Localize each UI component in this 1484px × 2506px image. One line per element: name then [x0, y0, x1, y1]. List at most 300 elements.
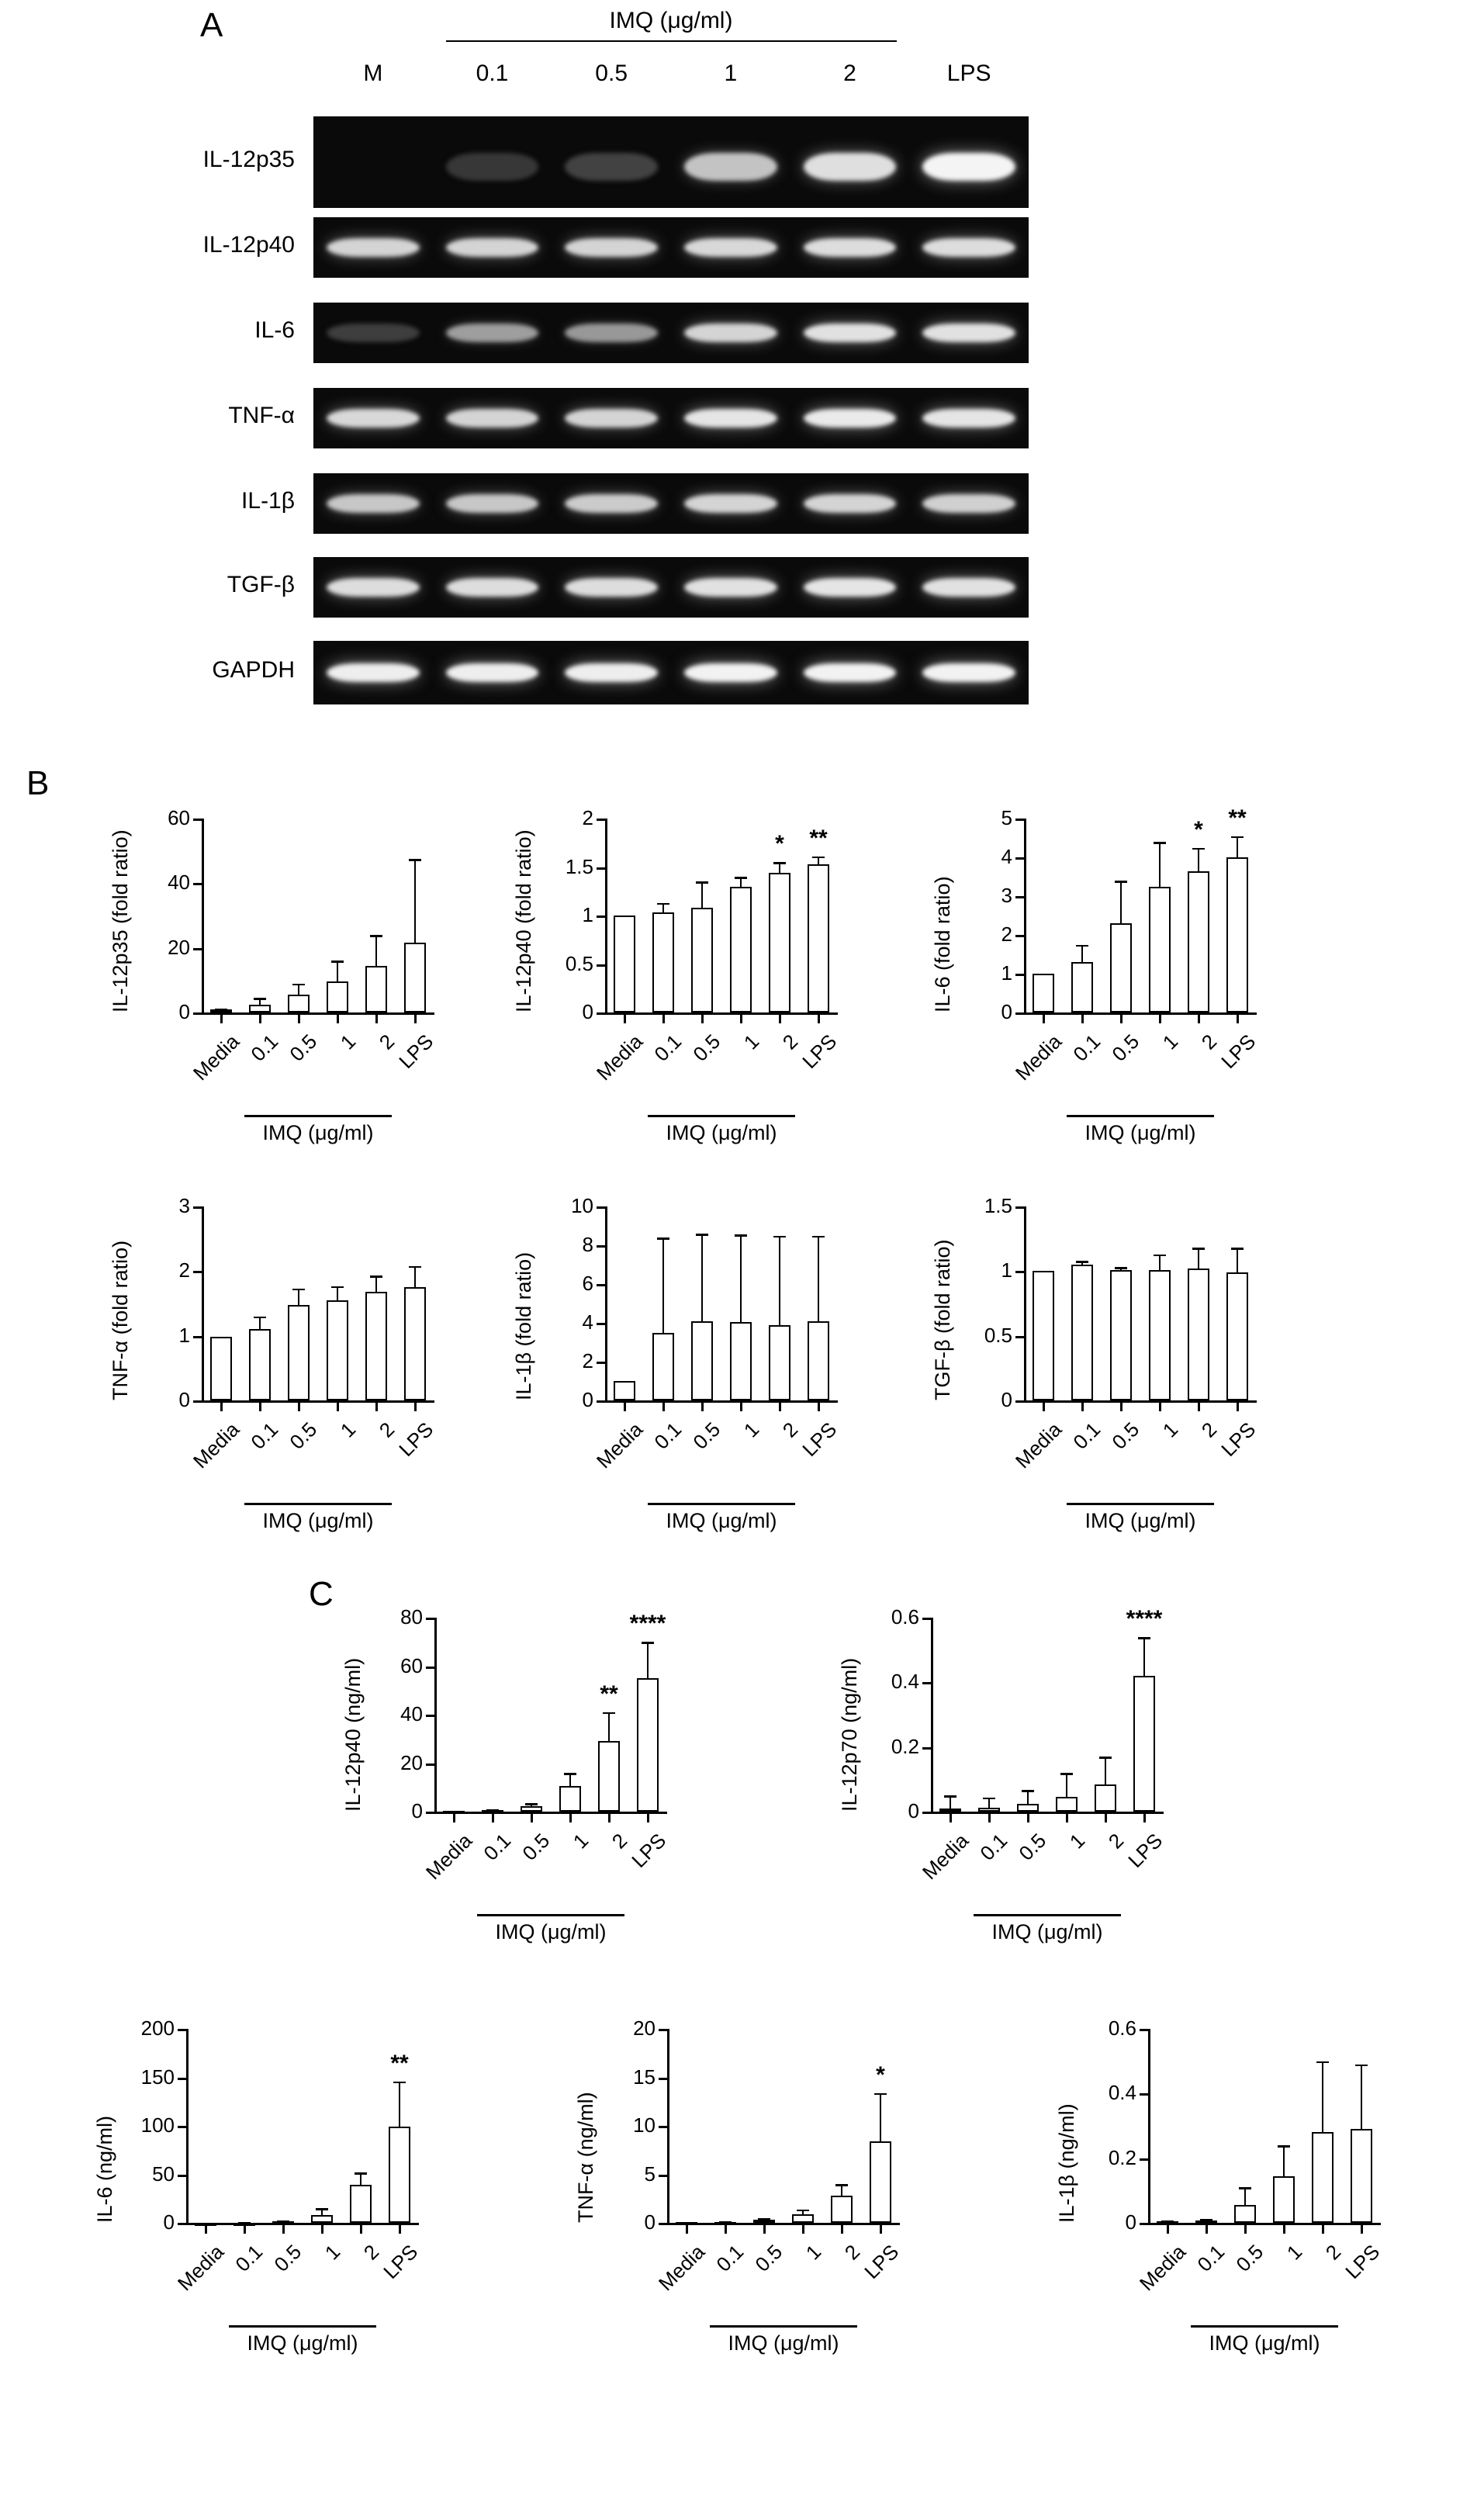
y-tick-label: 20 — [633, 2016, 656, 2040]
y-tick — [178, 2126, 186, 2128]
bar — [249, 1005, 271, 1012]
gel-strip-5 — [313, 557, 1029, 618]
x-axis — [434, 1812, 667, 1814]
imq-bracket-line — [446, 40, 897, 42]
imq-group-bracket — [229, 2325, 376, 2328]
x-tick-label-0_5: 0.5 — [1231, 2240, 1268, 2276]
y-tick-label: 3 — [1001, 884, 1012, 907]
x-tick-label-LPS: LPS — [1340, 2240, 1385, 2283]
x-tick — [1120, 1403, 1123, 1411]
y-tick-label: 5 — [644, 2162, 656, 2186]
bar — [831, 2196, 853, 2223]
y-tick — [1015, 857, 1024, 860]
gel-lane-label-LPS: LPS — [946, 61, 991, 86]
x-tick — [841, 2225, 843, 2234]
bar — [350, 2185, 372, 2223]
x-tick-label-2: 2 — [777, 1417, 803, 1442]
y-tick — [597, 1400, 605, 1403]
x-tick-label-LPS: LPS — [860, 2240, 904, 2283]
x-tick-label-2: 2 — [1196, 1030, 1222, 1054]
error-bar-cap — [1076, 1261, 1089, 1263]
gel-band — [565, 409, 658, 427]
error-bar — [608, 1712, 611, 1742]
y-tick — [659, 2126, 667, 2128]
error-bar-cap — [1316, 2061, 1330, 2064]
x-tick — [569, 1814, 572, 1822]
bar — [210, 1337, 232, 1400]
error-bar — [1198, 848, 1200, 871]
x-tick-label-Media: Media — [188, 1417, 244, 1473]
imq-group-label: IMQ (μg/ml) — [262, 1509, 374, 1532]
y-axis-label: IL-1β (fold ratio) — [512, 1251, 535, 1400]
x-tick-label-2: 2 — [777, 1030, 803, 1054]
x-tick-label-0_1: 0.1 — [649, 1417, 687, 1454]
imq-group-label: IMQ (μg/ml) — [1209, 2331, 1320, 2355]
chart-b2 — [512, 807, 877, 1172]
y-tick — [193, 819, 202, 821]
error-bar-cap — [657, 1237, 670, 1240]
x-tick-label-0_1: 0.1 — [1068, 1030, 1105, 1066]
x-tick — [1283, 2225, 1285, 2234]
imq-header-label: IMQ (μg/ml) — [609, 8, 733, 33]
x-tick-label-2: 2 — [358, 2240, 384, 2265]
y-axis — [605, 1206, 607, 1402]
error-bar-cap — [238, 2222, 251, 2224]
bar — [1033, 974, 1054, 1012]
gel-band — [327, 324, 420, 341]
error-bar-cap — [1192, 848, 1206, 850]
bar — [1226, 857, 1248, 1012]
x-tick — [725, 2225, 727, 2234]
gel-strip-1 — [313, 217, 1029, 278]
gel-band — [804, 324, 897, 341]
chart-b3 — [931, 807, 1295, 1172]
error-bar-cap — [254, 1317, 267, 1319]
x-tick — [259, 1015, 261, 1023]
error-bar-cap — [409, 859, 422, 861]
significance-marker: * — [876, 2061, 885, 2088]
chart-c4 — [574, 2017, 939, 2382]
significance-marker: ** — [1228, 805, 1247, 831]
error-bar-cap — [1231, 836, 1244, 839]
error-bar-cap — [1115, 881, 1128, 883]
bar — [939, 1809, 961, 1812]
x-tick — [220, 1403, 223, 1411]
error-bar — [1159, 1255, 1161, 1270]
y-axis-label: TNF-α (ng/ml) — [574, 2092, 597, 2223]
gel-band — [565, 238, 658, 256]
x-tick — [1081, 1015, 1084, 1023]
x-tick — [337, 1403, 339, 1411]
y-tick-label: 0 — [1001, 1388, 1012, 1411]
y-tick-label: 60 — [168, 806, 190, 829]
y-axis-label: IL-1β (ng/ml) — [1055, 2103, 1078, 2223]
x-axis — [931, 1812, 1164, 1814]
x-tick — [1167, 2225, 1169, 2234]
error-bar-cap — [696, 881, 709, 884]
x-tick — [205, 2225, 207, 2234]
y-tick — [1015, 1012, 1024, 1015]
bar — [691, 1321, 713, 1401]
y-axis-label: IL-12p40 (ng/ml) — [341, 1657, 365, 1812]
bar — [1234, 2205, 1256, 2223]
error-bar-cap — [331, 961, 344, 963]
bar — [614, 916, 635, 1012]
y-tick — [193, 1206, 202, 1209]
y-tick-label: 0 — [582, 1388, 593, 1411]
y-tick — [193, 948, 202, 950]
y-tick — [597, 916, 605, 918]
x-tick — [950, 1814, 952, 1822]
error-bar-cap — [1161, 2220, 1174, 2223]
gel-band — [446, 238, 539, 256]
error-bar-cap — [1278, 2145, 1291, 2148]
error-bar-cap — [603, 1712, 616, 1715]
y-tick-label: 20 — [400, 1750, 423, 1774]
x-tick — [1043, 1015, 1045, 1023]
imq-group-label: IMQ (μg/ml) — [1084, 1121, 1196, 1144]
bar — [389, 2127, 410, 2223]
x-tick — [220, 1015, 223, 1023]
imq-group-label: IMQ (μg/ml) — [991, 1920, 1103, 1944]
bar — [1149, 887, 1171, 1013]
y-tick-label: 0.4 — [1108, 2081, 1136, 2105]
y-tick-label: 50 — [152, 2162, 175, 2186]
x-tick — [399, 2225, 401, 2234]
error-bar — [1237, 1248, 1239, 1272]
error-bar — [701, 1234, 704, 1321]
x-tick — [1198, 1015, 1200, 1023]
bar — [730, 887, 752, 1013]
y-tick — [1015, 1400, 1024, 1403]
significance-marker: * — [1194, 816, 1203, 843]
x-tick-label-0_1: 0.1 — [479, 1829, 516, 1865]
imq-group-bracket — [1191, 2325, 1338, 2328]
gel-band — [922, 663, 1015, 683]
x-tick-label-0_5: 0.5 — [1107, 1030, 1144, 1066]
y-tick — [1015, 1271, 1024, 1273]
bar — [1033, 1271, 1054, 1400]
panel-b-letter: B — [26, 764, 50, 802]
x-tick — [624, 1015, 626, 1023]
y-tick — [597, 867, 605, 870]
error-bar-cap — [331, 1286, 344, 1289]
y-tick — [426, 1667, 434, 1669]
x-tick — [453, 1814, 455, 1822]
x-tick-label-2: 2 — [607, 1829, 632, 1854]
y-axis — [202, 819, 204, 1014]
x-axis — [605, 1012, 838, 1015]
x-tick — [337, 1015, 339, 1023]
x-tick-label-0_5: 0.5 — [750, 2240, 787, 2276]
bar — [1017, 1804, 1039, 1812]
gel-band — [922, 409, 1015, 427]
gel-band — [446, 153, 539, 180]
y-tick-label: 0.2 — [1108, 2145, 1136, 2169]
y-tick — [597, 1245, 605, 1248]
imq-group-bracket — [648, 1115, 795, 1117]
y-tick — [193, 883, 202, 885]
error-bar-cap — [719, 2221, 732, 2224]
error-bar-cap — [1200, 2219, 1213, 2221]
chart-c2 — [838, 1606, 1202, 1971]
gel-band — [327, 409, 420, 427]
bar — [1188, 871, 1209, 1013]
imq-group-label: IMQ (μg/ml) — [666, 1509, 777, 1532]
x-tick-label-1: 1 — [335, 1417, 361, 1442]
gel-band — [684, 494, 777, 512]
bar — [1095, 1784, 1116, 1812]
error-bar — [1237, 836, 1239, 858]
y-tick-label: 20 — [168, 935, 190, 959]
x-tick-label-0_1: 0.1 — [975, 1829, 1012, 1865]
y-tick-label: 0 — [163, 2210, 175, 2234]
error-bar-cap — [1192, 1248, 1206, 1250]
x-tick — [763, 2225, 766, 2234]
significance-marker: **** — [1126, 1606, 1163, 1632]
error-bar — [337, 961, 339, 981]
bar — [327, 981, 348, 1012]
gel-band — [922, 153, 1015, 180]
x-tick-label-0_5: 0.5 — [269, 2240, 306, 2276]
bar — [311, 2215, 333, 2223]
chart-b4 — [109, 1195, 473, 1559]
gel-band — [327, 238, 420, 256]
y-tick-label: 2 — [1001, 922, 1012, 946]
error-bar — [337, 1286, 339, 1300]
y-tick — [1140, 2093, 1148, 2096]
gel-strip-3 — [313, 388, 1029, 448]
gel-band — [565, 578, 658, 596]
gel-band — [565, 324, 658, 341]
gel-band — [327, 578, 420, 596]
y-tick-label: 1 — [582, 903, 593, 926]
x-tick — [880, 2225, 882, 2234]
x-tick — [298, 1015, 300, 1023]
gel-strip-4 — [313, 473, 1029, 534]
gel-lane-label-0_5: 0.5 — [595, 61, 628, 86]
x-tick-label-1: 1 — [320, 2240, 345, 2265]
y-tick-label: 2 — [582, 1349, 593, 1372]
error-bar-cap — [292, 984, 306, 986]
x-tick-label-LPS: LPS — [1123, 1829, 1167, 1872]
y-tick — [426, 1715, 434, 1717]
y-tick-label: 0.5 — [565, 951, 593, 975]
error-bar-cap — [1138, 1637, 1151, 1639]
x-tick — [1206, 2225, 1208, 2234]
y-tick — [1015, 896, 1024, 898]
y-axis — [202, 1206, 204, 1402]
x-tick — [1237, 1015, 1239, 1023]
y-tick-label: 60 — [400, 1653, 423, 1677]
gel-band — [804, 238, 897, 256]
x-tick — [375, 1403, 378, 1411]
y-tick-label: 200 — [140, 2016, 175, 2040]
x-tick-label-2: 2 — [1196, 1417, 1222, 1442]
x-tick — [818, 1015, 820, 1023]
x-tick — [624, 1403, 626, 1411]
x-tick-label-2: 2 — [374, 1030, 400, 1054]
y-tick-label: 4 — [582, 1310, 593, 1334]
x-tick — [1120, 1015, 1123, 1023]
bar — [598, 1741, 620, 1812]
x-axis — [202, 1012, 434, 1015]
x-tick-label-0_1: 0.1 — [230, 2240, 268, 2276]
gel-lane-label-1: 1 — [724, 61, 738, 86]
bar — [365, 1292, 387, 1400]
x-tick-label-1: 1 — [568, 1829, 593, 1854]
y-tick-label: 4 — [1001, 845, 1012, 868]
error-bar-cap — [486, 1809, 500, 1812]
y-tick — [597, 819, 605, 821]
x-tick — [662, 1015, 665, 1023]
x-tick — [321, 2225, 323, 2234]
error-bar — [1066, 1773, 1068, 1797]
error-bar-cap — [735, 1234, 748, 1237]
x-tick-label-LPS: LPS — [394, 1030, 438, 1073]
gel-band — [684, 324, 777, 341]
x-tick-label-LPS: LPS — [1216, 1030, 1261, 1073]
x-tick — [1043, 1403, 1045, 1411]
x-tick — [1066, 1814, 1068, 1822]
chart-b6 — [931, 1195, 1295, 1559]
gel-band — [565, 663, 658, 683]
imq-group-bracket — [244, 1115, 392, 1117]
error-bar-cap — [797, 2210, 810, 2212]
y-tick — [178, 2223, 186, 2225]
error-bar — [701, 881, 704, 908]
x-tick-label-Media: Media — [591, 1030, 648, 1085]
gel-band — [684, 663, 777, 683]
gel-strip-2 — [313, 303, 1029, 363]
y-tick — [426, 1812, 434, 1814]
y-axis — [605, 819, 607, 1014]
error-bar-cap — [944, 1795, 957, 1798]
error-bar-cap — [1115, 1267, 1128, 1269]
imq-group-bracket — [974, 1914, 1121, 1916]
error-bar-cap — [292, 1289, 306, 1291]
error-bar-cap — [525, 1803, 538, 1805]
error-bar-cap — [277, 2220, 290, 2223]
bar — [614, 1381, 635, 1400]
error-bar — [1143, 1637, 1146, 1676]
error-bar-cap — [1239, 2187, 1252, 2189]
x-tick-label-Media: Media — [591, 1417, 648, 1473]
chart-c1 — [341, 1606, 706, 1971]
gel-band — [327, 494, 420, 512]
x-tick-label-0_5: 0.5 — [285, 1417, 322, 1454]
y-tick-label: 6 — [582, 1272, 593, 1295]
y-tick — [1015, 1336, 1024, 1338]
y-tick — [597, 964, 605, 967]
error-bar-cap — [642, 1642, 655, 1644]
gel-row-label-4: IL-1β — [241, 488, 295, 514]
x-tick — [779, 1403, 781, 1411]
x-tick-label-Media: Media — [917, 1829, 974, 1885]
error-bar — [1105, 1757, 1107, 1784]
x-tick-label-0_1: 0.1 — [711, 2240, 749, 2276]
x-tick — [414, 1403, 417, 1411]
x-tick-label-1: 1 — [739, 1417, 764, 1442]
x-tick-label-LPS: LPS — [379, 2240, 423, 2283]
x-tick — [988, 1814, 991, 1822]
x-tick-label-1: 1 — [1064, 1829, 1090, 1854]
bar — [691, 908, 713, 1012]
gel-band — [804, 409, 897, 427]
gel-lane-label-M: M — [363, 61, 383, 86]
x-tick — [414, 1015, 417, 1023]
x-tick — [1027, 1814, 1029, 1822]
y-axis — [434, 1618, 437, 1813]
error-bar-cap — [657, 903, 670, 905]
x-tick — [818, 1403, 820, 1411]
y-tick-label: 2 — [178, 1258, 190, 1282]
y-tick-label: 40 — [168, 871, 190, 895]
x-tick-label-LPS: LPS — [797, 1030, 842, 1073]
error-bar-cap — [1022, 1790, 1035, 1792]
gel-band — [804, 494, 897, 512]
bar — [1133, 1676, 1155, 1812]
x-tick-label-0_5: 0.5 — [517, 1829, 555, 1865]
chart-c5 — [1055, 2017, 1420, 2382]
x-tick — [686, 2225, 688, 2234]
x-tick-label-Media: Media — [1010, 1030, 1067, 1085]
x-tick-label-Media: Media — [172, 2240, 229, 2296]
bar — [730, 1322, 752, 1400]
y-tick — [597, 1012, 605, 1015]
x-tick-label-2: 2 — [839, 2240, 865, 2265]
imq-group-bracket — [477, 1914, 624, 1916]
x-axis — [1024, 1400, 1257, 1403]
bar — [978, 1808, 1000, 1812]
error-bar — [1198, 1248, 1200, 1269]
x-tick — [375, 1015, 378, 1023]
imq-group-bracket — [710, 2325, 857, 2328]
gel-band — [804, 663, 897, 683]
error-bar — [1244, 2187, 1247, 2205]
error-bar-cap — [448, 1811, 461, 1813]
error-bar — [1081, 945, 1084, 963]
significance-marker: **** — [629, 1611, 666, 1637]
imq-group-bracket — [244, 1503, 392, 1505]
x-tick-label-Media: Media — [420, 1829, 477, 1885]
error-bar-cap — [1060, 1773, 1074, 1775]
error-bar — [1361, 2065, 1363, 2129]
x-tick-label-0_1: 0.1 — [246, 1417, 283, 1454]
y-tick — [597, 1362, 605, 1364]
imq-group-bracket — [648, 1503, 795, 1505]
error-bar — [647, 1642, 649, 1678]
x-tick-label-Media: Media — [1134, 2240, 1191, 2296]
y-tick-label: 1 — [1001, 961, 1012, 985]
gel-band — [684, 578, 777, 596]
bar — [1351, 2129, 1372, 2223]
y-tick — [1015, 819, 1024, 821]
bar — [1273, 2176, 1295, 2223]
imq-group-label: IMQ (μg/ml) — [728, 2331, 839, 2355]
error-bar — [399, 2082, 401, 2127]
error-bar-cap — [316, 2208, 329, 2210]
y-tick-label: 1.5 — [565, 854, 593, 878]
x-tick-label-2: 2 — [1103, 1829, 1129, 1854]
gel-row-label-5: TGF-β — [227, 572, 295, 597]
gel-row-label-2: IL-6 — [254, 317, 295, 343]
x-tick-label-0_5: 0.5 — [285, 1030, 322, 1066]
x-tick — [1159, 1015, 1161, 1023]
error-bar — [1322, 2061, 1324, 2133]
y-tick-label: 1 — [1001, 1258, 1012, 1282]
x-tick — [282, 2225, 285, 2234]
